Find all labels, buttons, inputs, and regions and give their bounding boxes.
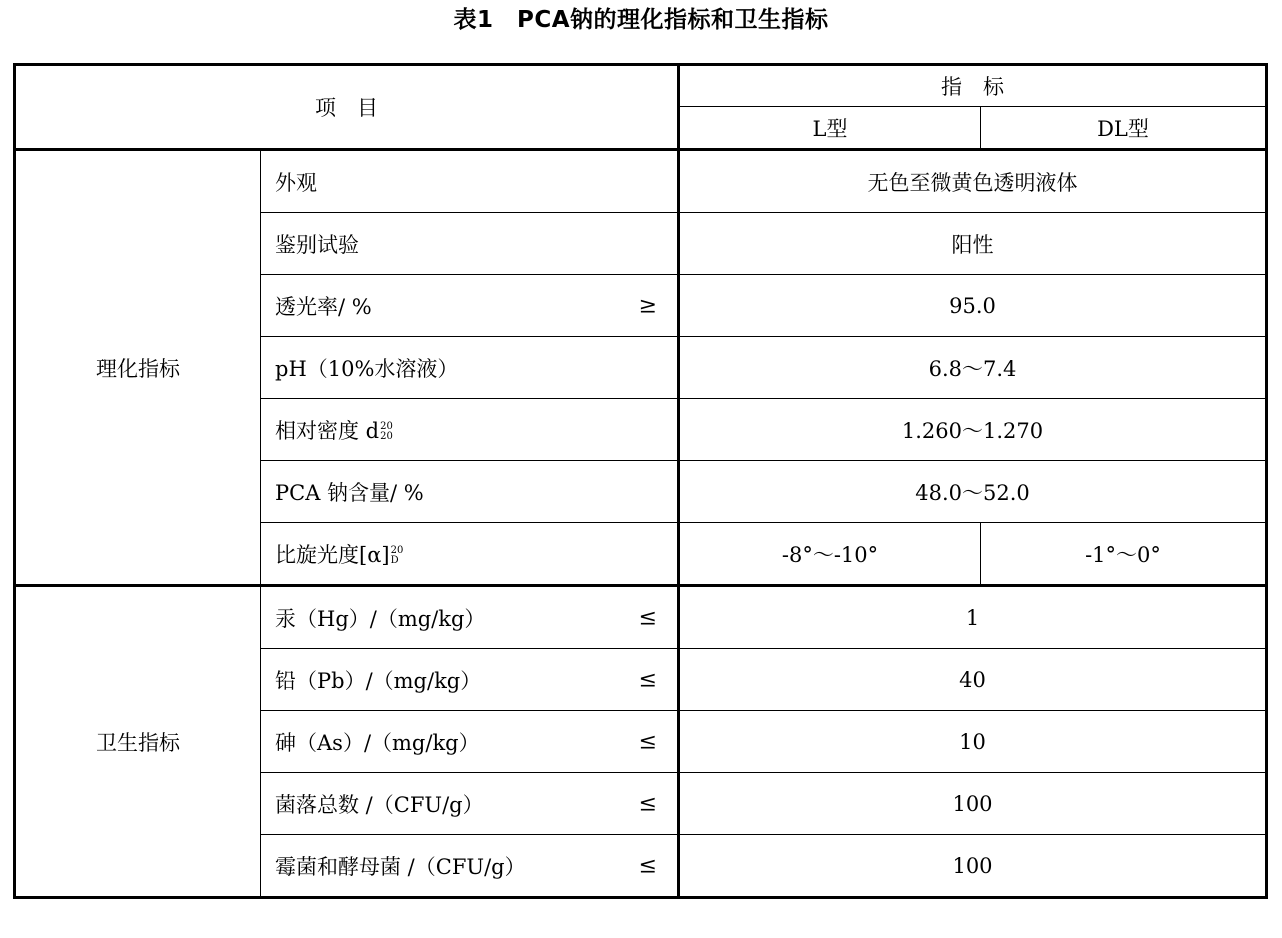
comparator: ≤: [638, 605, 657, 630]
row-value-dl: -1°～0°: [981, 523, 1267, 586]
item-label: 鉴别试验: [275, 232, 359, 257]
header-index-label: 指 标: [941, 75, 1004, 99]
item-label: PCA 钠含量/ %: [275, 480, 424, 505]
header-item-label: 项 目: [315, 96, 378, 120]
row-value: 100: [679, 835, 1267, 898]
row-item-transmittance: [261, 275, 679, 337]
item-label: 铅（Pb）/（mg/kg）: [275, 668, 482, 693]
item-label: 砷（As）/（mg/kg）: [275, 730, 480, 755]
header-item: [15, 65, 679, 150]
superscript: 20: [390, 545, 404, 556]
superscript: 20: [380, 421, 393, 432]
row-item-mold-yeast: [261, 835, 679, 898]
row-item-mercury: [261, 586, 679, 649]
row-value: 1: [679, 586, 1267, 649]
subscript: D: [390, 555, 399, 566]
comparator: ≥: [638, 293, 657, 318]
row-item-optical-rotation: [261, 523, 679, 586]
row-value: 95.0: [679, 275, 1267, 337]
item-label: 比旋光度[α]: [275, 542, 390, 567]
row-value: 无色至微黄色透明液体: [679, 150, 1267, 213]
table-row: [15, 586, 1267, 649]
item-label: 汞（Hg）/（mg/kg）: [275, 606, 486, 631]
row-value: 阳性: [679, 213, 1267, 275]
script-stack: [380, 422, 393, 442]
row-value-l: -8°～-10°: [679, 523, 981, 586]
item-label: pH（10%水溶液）: [275, 356, 459, 381]
subscript: 20: [380, 431, 393, 442]
item-label: 霉菌和酵母菌 /（CFU/g）: [275, 854, 526, 879]
item-label: 透光率/ %: [275, 294, 372, 319]
row-value: 6.8～7.4: [679, 337, 1267, 399]
item-label: 相对密度 d: [275, 418, 380, 443]
row-value: 1.260～1.270: [679, 399, 1267, 461]
header-dl-type: DL型: [981, 107, 1267, 150]
group-physchem: 理化指标: [15, 150, 261, 586]
item-label: 外观: [275, 170, 317, 195]
row-value: 100: [679, 773, 1267, 835]
script-stack: [391, 546, 404, 566]
row-item-ph: [261, 337, 679, 399]
row-item-density: [261, 399, 679, 461]
indicator-table: [13, 63, 1268, 899]
row-item-lead: [261, 649, 679, 711]
comparator: ≤: [638, 729, 657, 754]
row-value: 40: [679, 649, 1267, 711]
row-item-pca-content: [261, 461, 679, 523]
table-row: [15, 150, 1267, 213]
row-value: 10: [679, 711, 1267, 773]
item-label: 菌落总数 /（CFU/g）: [275, 792, 484, 817]
table-title: 表1 PCA钠的理化指标和卫生指标: [453, 7, 829, 33]
comparator: ≤: [638, 667, 657, 692]
row-item-identification: [261, 213, 679, 275]
group-hygiene: 卫生指标: [15, 586, 261, 898]
row-value: 48.0～52.0: [679, 461, 1267, 523]
header-index: [679, 65, 1267, 107]
comparator: ≤: [638, 853, 657, 878]
row-item-colony-count: [261, 773, 679, 835]
header-l-type: L型: [679, 107, 981, 150]
comparator: ≤: [638, 791, 657, 816]
row-item-appearance: [261, 150, 679, 213]
row-item-arsenic: [261, 711, 679, 773]
